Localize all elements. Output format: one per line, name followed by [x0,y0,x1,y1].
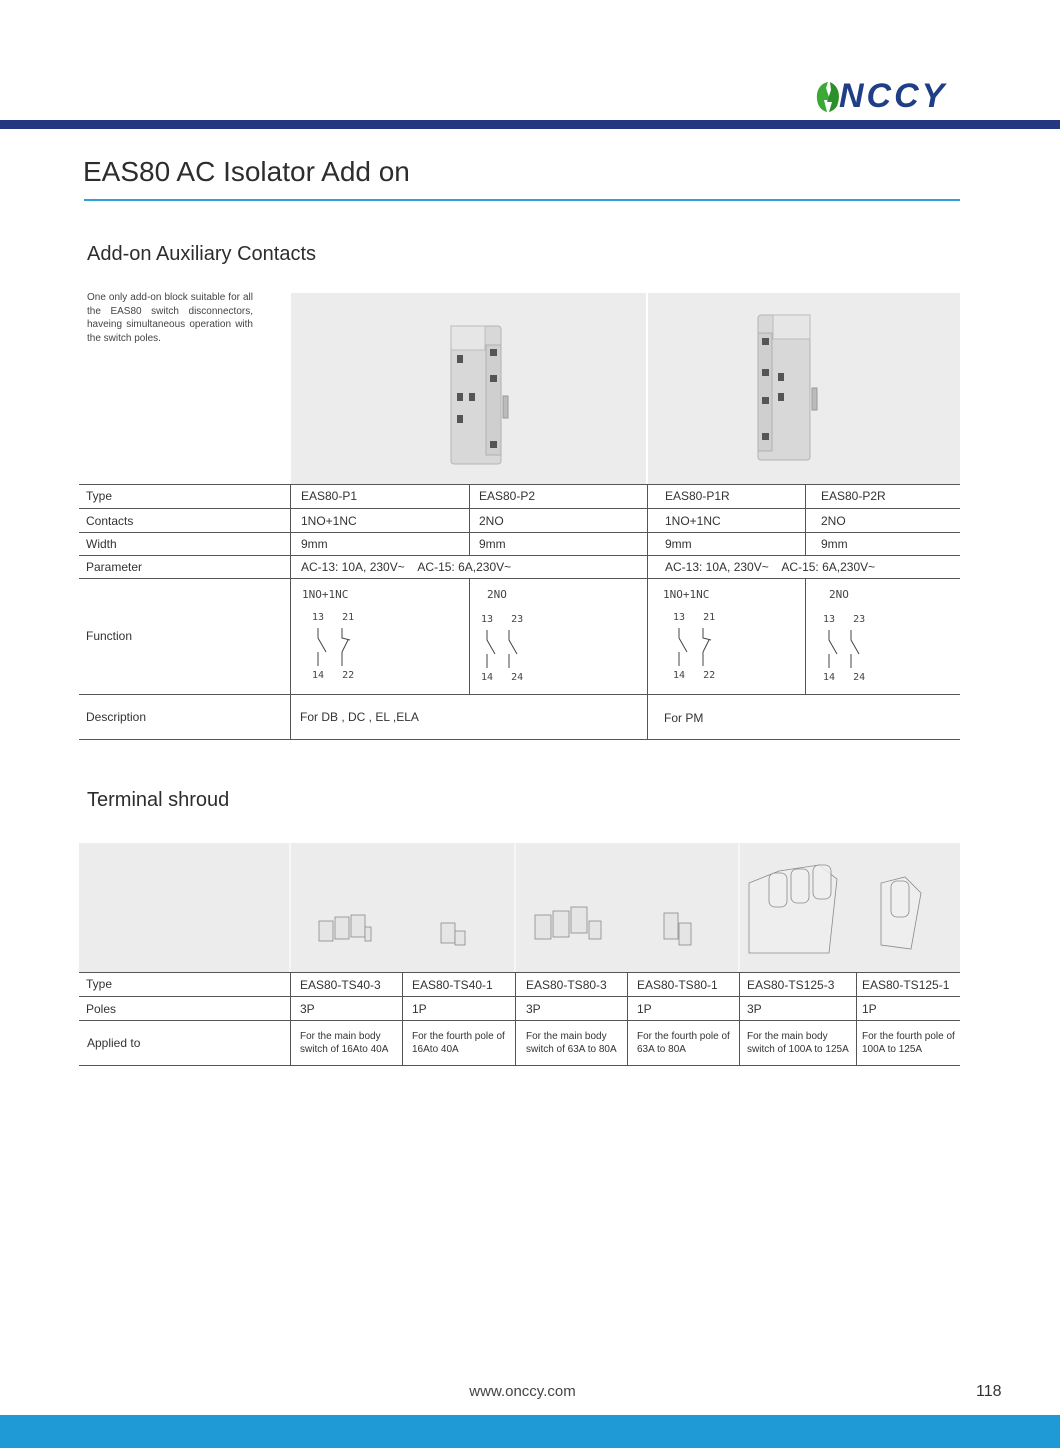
aux-photo-right [648,293,960,484]
function-diagram-p2 [473,588,633,688]
shroud-row-label-applied: Applied to [87,1036,141,1050]
shroud-images [79,843,960,972]
page-number: 118 [976,1383,1002,1400]
function-diagram-p1r [663,588,803,688]
row-label-function: Function [86,629,133,643]
header-bar [0,120,1060,129]
no-nc-contact-symbol [310,628,360,668]
shroud-applied: For the fourth pole of 16Ato 40A [412,1031,505,1055]
terminal-bottom: 14 24 [481,672,524,683]
shroud-poles: 1P [862,1002,877,1016]
no-no-contact-symbol [821,630,871,670]
lightning-leaf-icon [815,76,841,116]
shroud-poles: 1P [637,1002,652,1016]
shroud-type: EAS80-TS80-3 [526,978,607,992]
terminal-top: 13 23 [481,614,524,625]
terminal-bottom: 14 22 [312,670,355,681]
aux-type-p1r: EAS80-P1R [665,489,730,503]
shroud-type: EAS80-TS80-1 [637,978,718,992]
aux-description-right: For PM [664,711,704,725]
shroud-type: EAS80-TS125-1 [862,978,950,992]
row-label-parameter: Parameter [86,560,143,574]
shroud-poles: 1P [412,1002,427,1016]
page-title: EAS80 AC Isolator Add on [83,156,410,187]
function-diagram-p1 [302,588,462,688]
footer-bar [0,1415,1060,1448]
aux-type-p2: EAS80-P2 [479,489,536,503]
brand-logo [815,76,965,116]
row-label-width: Width [86,537,117,551]
aux-contacts-p1: 1NO+1NC [301,514,357,528]
shroud-poles: 3P [300,1002,315,1016]
terminal-top: 13 23 [823,614,866,625]
aux-type-p2r: EAS80-P2R [821,489,886,503]
shroud-applied: For the fourth pole of 100A to 125A [862,1031,955,1055]
shroud-type: EAS80-TS40-3 [300,978,381,992]
aux-width-p1r: 9mm [665,537,692,551]
shroud-applied: For the fourth pole of 63A to 80A [637,1031,730,1055]
shroud-poles: 3P [526,1002,541,1016]
shroud-poles: 3P [747,1002,762,1016]
aux-intro: One only add-on block suitable for all the EAS80 switch disconnectors, haveing simultaneous operation with the switch poles. [87,292,253,344]
aux-contacts-p1r: 1NO+1NC [665,514,721,528]
diagram-label: 2NO [487,588,507,601]
shroud-applied: For the main body switch of 100A to 125A [747,1031,849,1055]
terminal-bottom: 14 22 [673,670,716,681]
row-label-contacts: Contacts [86,514,134,528]
aux-photo-left [291,293,646,484]
diagram-label: 2NO [829,588,849,601]
no-no-contact-symbol [479,630,529,670]
shroud-type: EAS80-TS40-1 [412,978,493,992]
terminal-top: 13 21 [312,612,355,623]
terminal-top: 13 21 [673,612,716,623]
aux-contacts-p2r: 2NO [821,514,846,528]
function-diagram-p2r [815,588,955,688]
shroud-row-label-type: Type [86,977,113,991]
aux-block-image [291,293,646,484]
footer-url: www.onccy.com [469,1383,576,1400]
aux-description-left: For DB , DC , EL ,ELA [300,710,419,724]
brand-logo-text: NCCY [839,77,948,115]
shroud-type: EAS80-TS125-3 [747,978,835,992]
aux-parameter-right: AC-13: 10A, 230V~ AC-15: 6A,230V~ [665,560,876,574]
shroud-photo-strip [79,843,960,972]
shroud-row-label-poles: Poles [86,1002,117,1016]
terminal-bottom: 14 24 [823,672,866,683]
no-nc-contact-symbol [671,628,721,668]
aux-width-p1: 9mm [301,537,328,551]
aux-parameter-left: AC-13: 10A, 230V~ AC-15: 6A,230V~ [301,560,512,574]
aux-block-image [648,293,960,484]
title-rule [84,199,960,201]
row-label-description: Description [86,710,147,724]
aux-width-p2r: 9mm [821,537,848,551]
diagram-label: 1NO+1NC [302,588,349,601]
aux-width-p2: 9mm [479,537,506,551]
aux-contacts-p2: 2NO [479,514,504,528]
row-label-type: Type [86,489,113,503]
aux-section-title: Add-on Auxiliary Contacts [87,243,317,265]
shroud-applied: For the main body switch of 63A to 80A [526,1031,617,1055]
shroud-applied: For the main body switch of 16Ato 40A [300,1031,389,1055]
aux-type-p1: EAS80-P1 [301,489,358,503]
diagram-label: 1NO+1NC [663,588,710,601]
shroud-section-title: Terminal shroud [87,789,230,811]
